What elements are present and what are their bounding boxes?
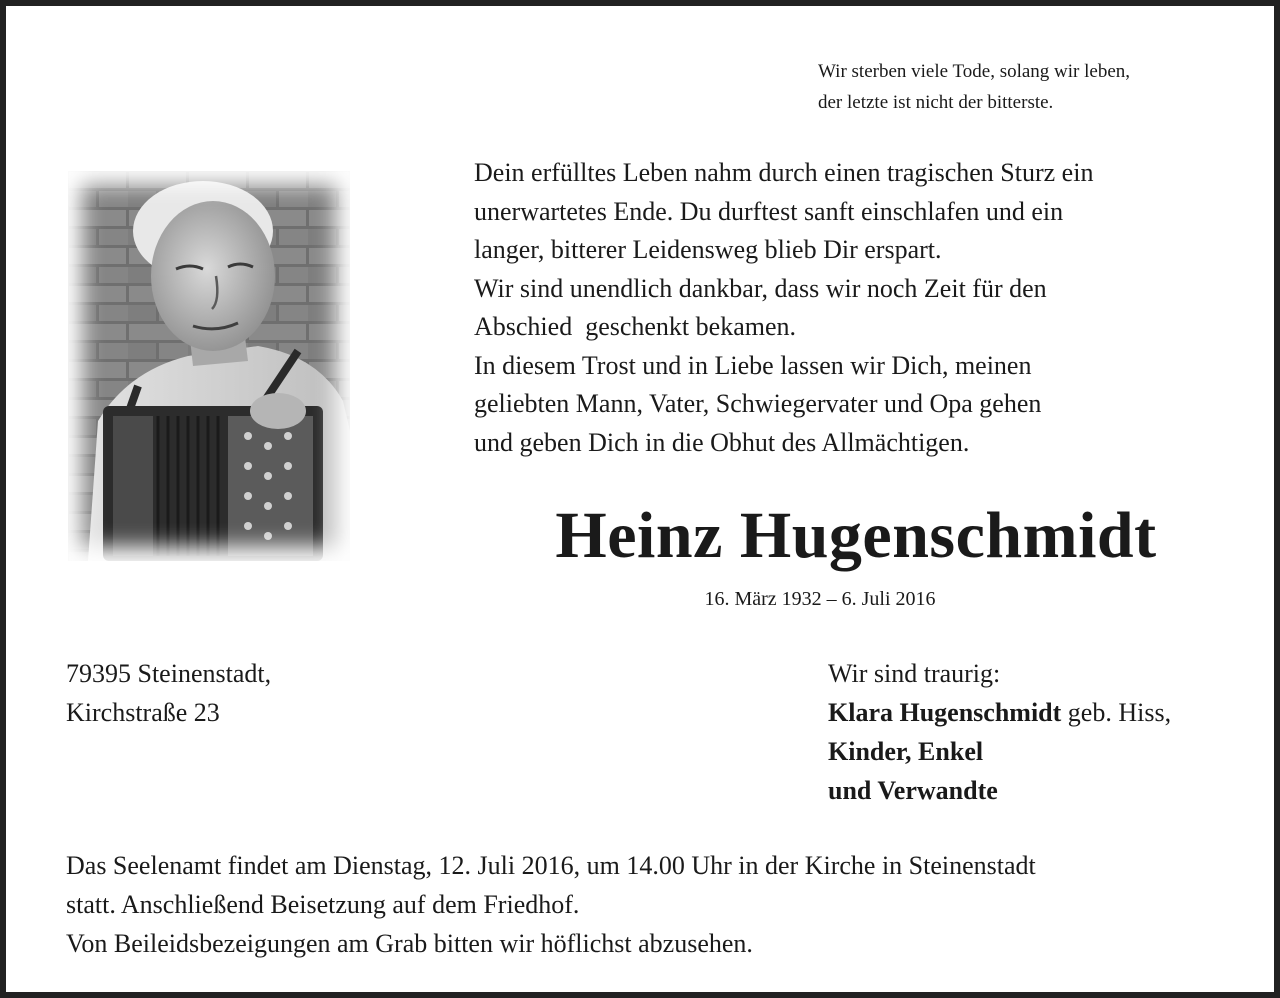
farewell-text <box>474 154 1254 462</box>
mourners-family: Kinder, Enkel <box>828 737 984 766</box>
mourners-spouse <box>828 693 1171 732</box>
poem-line: langer, bitterer Leidensweg blieb Dir erspart. <box>474 235 942 264</box>
footer-line: Das Seelenamt findet am Dienstag, 12. Juli 2016, um 14.00 Uhr in der Kirche in Steinenstadt <box>66 851 1036 880</box>
poem-line: geliebten Mann, Vater, Schwiegervater und Opa gehen <box>474 389 1042 418</box>
poem-line: Wir sind unendlich dankbar, dass wir noch Zeit für den <box>474 273 1047 303</box>
mourners-intro: Wir sind traurig: <box>828 659 1001 688</box>
epigraph-quote <box>818 56 1258 118</box>
deceased-name: Heinz Hugenschmidt <box>555 499 1157 572</box>
mourners-list <box>828 654 1171 810</box>
portrait-photo <box>68 171 350 561</box>
service-information <box>66 846 1256 963</box>
footer-line: Von Beileidsbezeigungen am Grab bitten wir höflichst abzusehen. <box>66 929 753 958</box>
portrait-accordion-player-icon <box>68 171 350 561</box>
spouse-suffix: geb. Hiss, <box>1061 698 1172 727</box>
poem-line: Abschied geschenkt bekamen. <box>474 312 797 341</box>
poem-line: unerwartetes Ende. Du durftest sanft einschlafen und ein <box>474 196 1064 226</box>
footer-line: statt. Anschließend Beisetzung auf dem Friedhof. <box>66 890 580 919</box>
address-line: 79395 Steinenstadt, <box>66 659 272 688</box>
poem-line: und geben Dich in die Obhut des Allmächtigen. <box>474 427 970 457</box>
mourners-relatives: und Verwandte <box>828 776 998 805</box>
quote-line: der letzte ist nicht der bitterste. <box>818 92 1054 113</box>
poem-line: In diesem Trost und in Liebe lassen wir Dich, meinen <box>474 350 1032 380</box>
poem-line: Dein erfülltes Leben nahm durch einen tragischen Sturz ein <box>474 158 1094 187</box>
life-dates: 16. März 1932 – 6. Juli 2016 <box>704 588 936 610</box>
quote-line: Wir sterben viele Tode, solang wir leben, <box>818 61 1131 82</box>
spouse-name: Klara Hugenschmidt <box>828 698 1062 727</box>
family-address <box>66 654 271 732</box>
address-line: Kirchstraße 23 <box>66 698 220 727</box>
